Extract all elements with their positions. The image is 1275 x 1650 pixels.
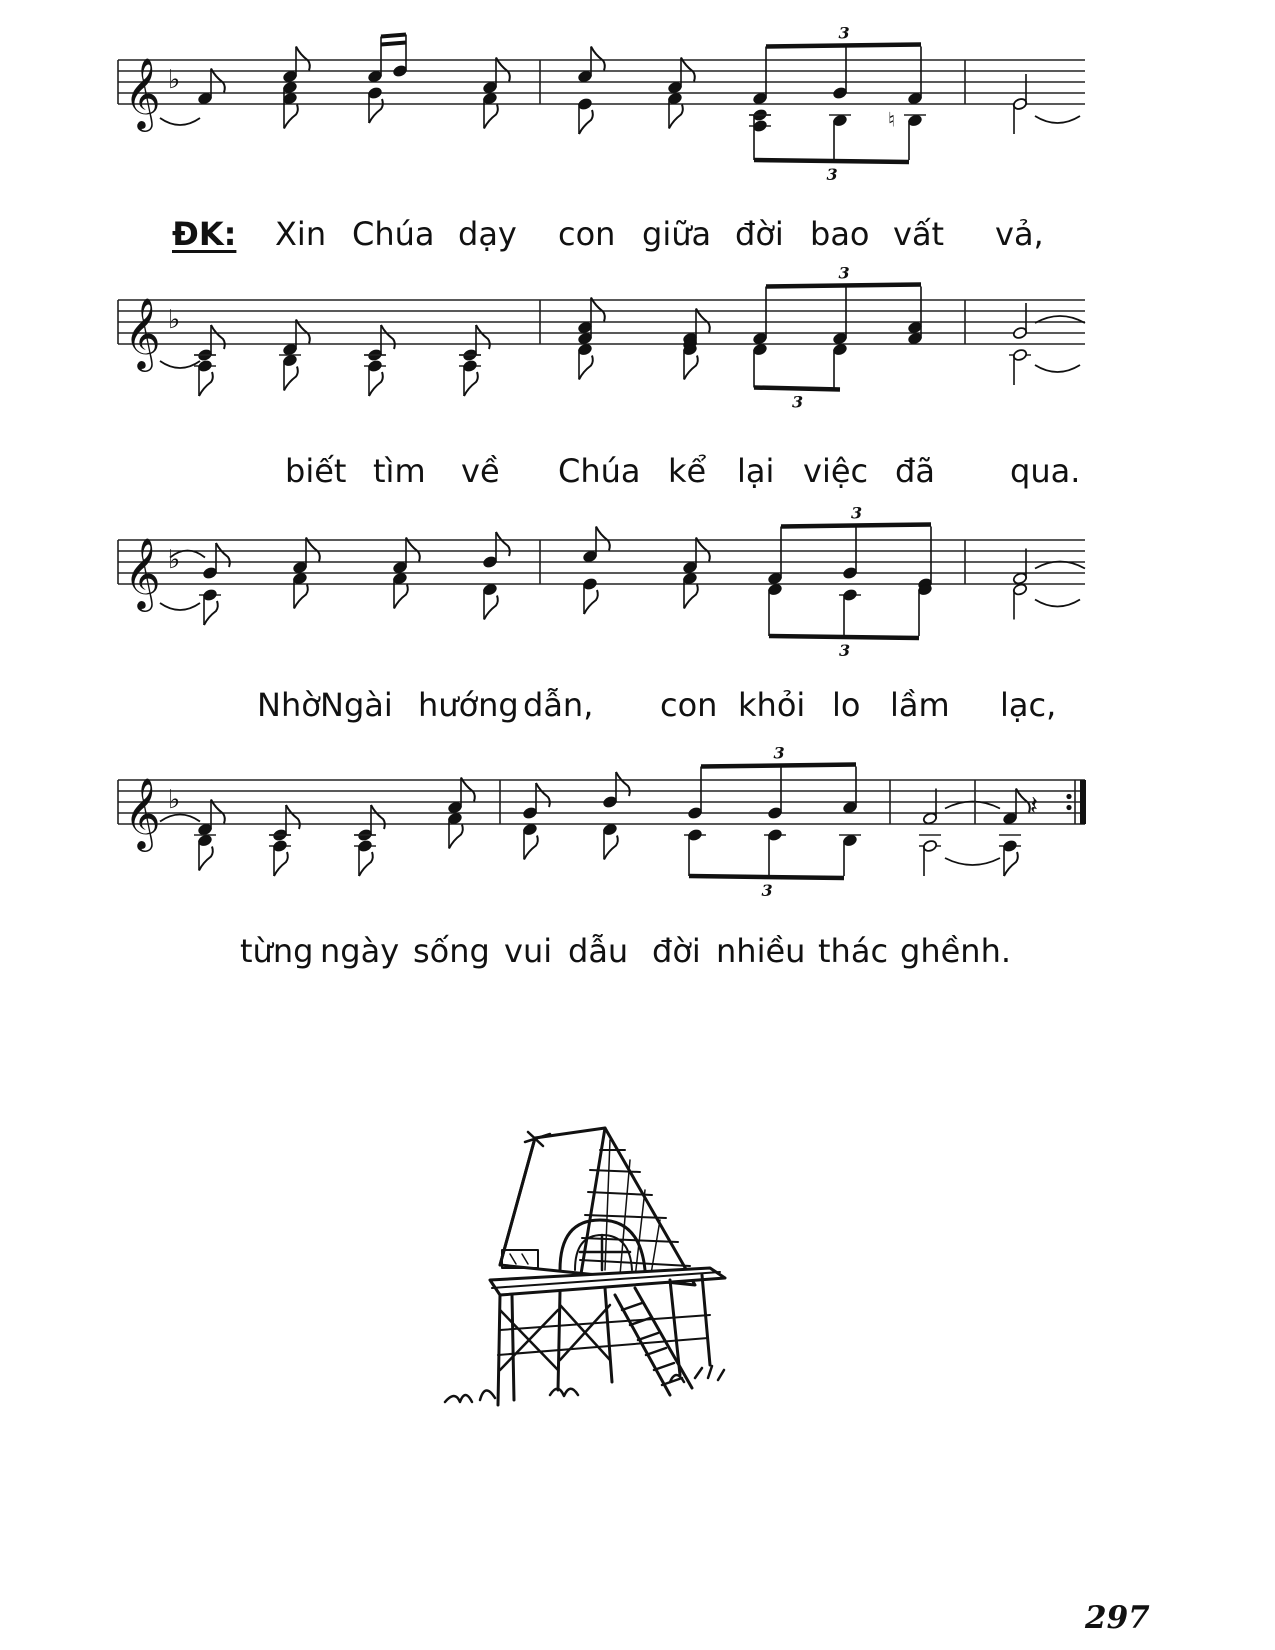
flag xyxy=(496,58,510,82)
tie xyxy=(160,118,200,125)
tie xyxy=(945,858,1000,865)
lyric-syllable: Chúa xyxy=(352,215,435,253)
beam xyxy=(701,765,856,767)
flag xyxy=(464,372,478,396)
lyric-syllable: con xyxy=(558,215,616,253)
flag xyxy=(476,325,490,349)
flag xyxy=(216,543,230,567)
music-system-3 xyxy=(0,503,1275,700)
lyric-syllable: nhiều xyxy=(716,932,806,970)
lyric-syllable: biết xyxy=(285,452,347,490)
flag xyxy=(669,105,683,129)
flag xyxy=(394,585,408,609)
flag xyxy=(449,825,463,849)
lyric-syllable: ngày xyxy=(320,932,400,970)
flag xyxy=(369,99,383,123)
flag xyxy=(461,778,475,802)
flat-key-signature-icon: ♭ xyxy=(168,305,181,335)
lyric-syllable: thác xyxy=(818,932,889,970)
beam xyxy=(769,636,919,638)
staff-lines xyxy=(118,300,1085,344)
flag xyxy=(296,47,310,71)
repeat-dot xyxy=(1066,805,1071,810)
tuplet-number: 3 xyxy=(851,503,863,523)
treble-clef-icon: 𝄞 xyxy=(124,776,161,849)
music-system-1 xyxy=(0,23,1275,220)
staff-3 xyxy=(0,503,1275,700)
treble-clef-icon: 𝄞 xyxy=(124,536,161,609)
lyric-syllable: vất xyxy=(893,215,945,253)
flag xyxy=(596,527,610,551)
beam xyxy=(381,43,406,45)
lyric-syllable: lo xyxy=(832,686,861,724)
lyric-syllable: tìm xyxy=(373,452,426,490)
flag xyxy=(204,601,218,625)
lyric-line-4 xyxy=(0,932,1275,992)
flag xyxy=(1016,789,1030,813)
treble-clef-icon: 𝄞 xyxy=(124,296,161,369)
lyric-syllable: hướng xyxy=(418,686,519,724)
tie xyxy=(160,815,200,822)
lyric-syllable: việc xyxy=(803,452,869,490)
staff-lines xyxy=(118,540,1085,584)
flag xyxy=(484,596,498,620)
flag xyxy=(484,105,498,129)
page-number: 297 xyxy=(1085,1600,1150,1636)
stilt-house-sketch-icon xyxy=(440,1120,780,1480)
flag xyxy=(199,372,213,396)
flag xyxy=(211,69,225,93)
flag xyxy=(591,47,605,71)
beam xyxy=(689,876,844,878)
tie xyxy=(1035,116,1080,123)
flag xyxy=(604,836,618,860)
lyric-syllable: lại xyxy=(737,452,775,490)
flat-key-signature-icon: ♭ xyxy=(168,785,181,815)
flag xyxy=(284,105,298,129)
flag xyxy=(579,356,593,380)
lyric-syllable: Chúa xyxy=(558,452,641,490)
flag xyxy=(371,805,385,829)
flag xyxy=(211,325,225,349)
flag xyxy=(284,367,298,391)
flag xyxy=(616,772,630,796)
lyric-syllable: lạc, xyxy=(1000,686,1057,724)
tuplet-number: 3 xyxy=(792,392,804,412)
lyric-syllable: đời xyxy=(652,932,701,970)
flag xyxy=(591,298,605,322)
tie xyxy=(160,603,200,610)
flag xyxy=(286,805,300,829)
lyric-syllable: sống xyxy=(413,932,490,970)
flag xyxy=(579,110,593,134)
lyric-line-3 xyxy=(0,686,1275,746)
lyric-syllable: từng xyxy=(240,932,314,970)
flag xyxy=(359,852,373,876)
refrain-label: ĐK: xyxy=(172,215,237,253)
flag xyxy=(211,800,225,824)
repeat-dot xyxy=(1066,794,1071,799)
lyric-syllable: lầm xyxy=(890,686,950,724)
staff-2 xyxy=(0,263,1275,460)
flag xyxy=(524,836,538,860)
tie xyxy=(160,361,200,368)
lyric-syllable: giữa xyxy=(642,215,712,253)
tuplet-number: 3 xyxy=(826,165,838,184)
flag xyxy=(696,309,710,333)
staff-1 xyxy=(0,23,1275,220)
tuplet-number: 3 xyxy=(761,881,773,900)
flag xyxy=(681,58,695,82)
flag xyxy=(536,783,550,807)
treble-clef-icon: 𝄞 xyxy=(124,56,161,129)
flat-key-signature-icon: ♭ xyxy=(168,65,181,95)
lyric-syllable: bao xyxy=(810,215,870,253)
beam xyxy=(754,160,909,162)
flag xyxy=(1004,852,1018,876)
lyric-syllable: Ngài xyxy=(320,686,393,724)
flag xyxy=(496,532,510,556)
flag xyxy=(199,847,213,871)
music-system-2 xyxy=(0,263,1275,460)
lyric-syllable: đã xyxy=(895,452,935,490)
lyric-syllable: dẫn, xyxy=(523,686,594,724)
lyric-syllable: Nhờ xyxy=(257,686,321,724)
lyric-syllable: kể xyxy=(668,452,707,490)
lyric-line-1 xyxy=(0,215,1275,275)
flat-key-signature-icon: ♭ xyxy=(168,545,181,575)
lyric-syllable: vả, xyxy=(995,215,1044,253)
beam xyxy=(754,388,840,390)
music-system-4 xyxy=(0,743,1275,940)
flag xyxy=(294,585,308,609)
lyric-syllable: về xyxy=(461,452,500,490)
beam xyxy=(766,45,921,47)
lyric-syllable: dẫu xyxy=(568,932,629,970)
tuplet-number: 3 xyxy=(773,743,785,763)
staff-4 xyxy=(0,743,1275,940)
lyric-syllable: dạy xyxy=(458,215,517,253)
staff-lines xyxy=(118,780,1085,824)
lyric-syllable: qua. xyxy=(1010,452,1081,490)
lyric-syllable: vui xyxy=(504,932,553,970)
flag xyxy=(369,372,383,396)
flag xyxy=(274,852,288,876)
beam xyxy=(381,35,406,37)
staff-lines xyxy=(118,60,1085,104)
quarter-rest-icon: 𝄽 xyxy=(1030,791,1038,821)
tie xyxy=(1035,600,1080,607)
tie xyxy=(1035,365,1080,372)
flag xyxy=(696,538,710,562)
flag xyxy=(406,538,420,562)
flag xyxy=(684,585,698,609)
lyric-syllable: con xyxy=(660,686,718,724)
lyric-line-2 xyxy=(0,452,1275,512)
beam xyxy=(766,285,921,287)
lyric-syllable: Xin xyxy=(275,215,327,253)
lyric-syllable: đời xyxy=(735,215,784,253)
tuplet-number: 3 xyxy=(838,263,850,283)
flag xyxy=(684,356,698,380)
flag xyxy=(381,325,395,349)
lyric-syllable: khỏi xyxy=(738,686,806,724)
beam xyxy=(781,525,931,527)
flag xyxy=(584,590,598,614)
natural-sign-icon: ♮ xyxy=(888,107,896,132)
flag xyxy=(306,538,320,562)
tuplet-number: 3 xyxy=(838,23,850,43)
lyric-syllable: ghềnh. xyxy=(900,932,1012,970)
flag xyxy=(296,320,310,344)
tuplet-number: 3 xyxy=(839,641,851,660)
